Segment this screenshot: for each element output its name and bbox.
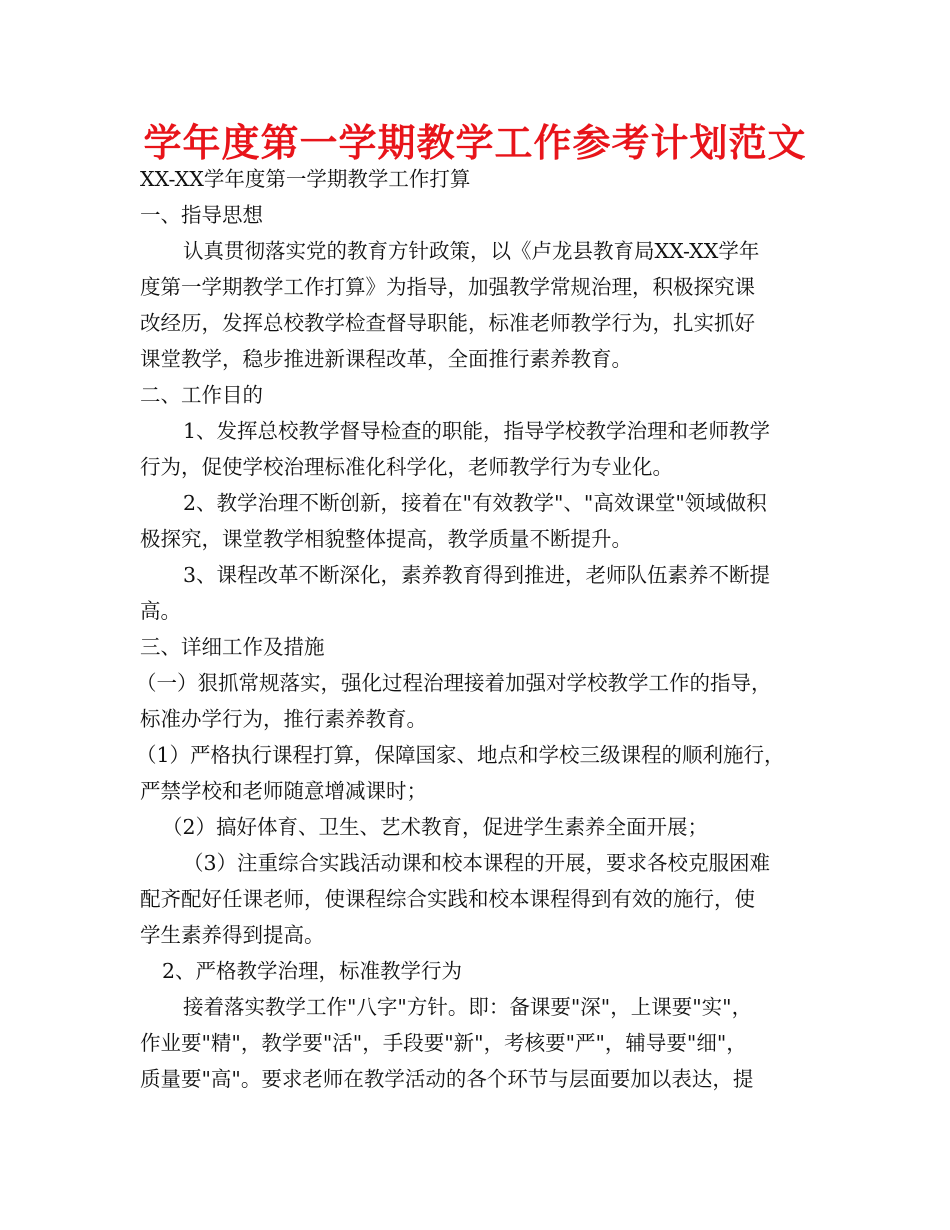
section-heading: 2、严格教学治理，标准教学行为: [162, 959, 463, 983]
document-title: 学年度第一学期教学工作参考计划范文: [143, 121, 807, 165]
paragraph-line: （1）严格执行课程打算，保障国家、地点和学校三级课程的顺利施行，: [136, 743, 785, 767]
paragraph-line: 3、课程改革不断深化，素养教育得到推进，老师队伍素养不断提: [183, 563, 771, 587]
paragraph-line: 接着落实教学工作"八字"方针。即：备课要"深"，上课要"实"，: [183, 995, 753, 1019]
paragraph-line: 1、发挥总校教学督导检查的职能，指导学校教学治理和老师教学: [183, 419, 771, 443]
paragraph-line: 认真贯彻落实党的教育方针政策，以《卢龙县教育局XX-XX学年: [183, 239, 760, 263]
paragraph-line: 行为，促使学校治理标准化科学化，老师教学行为专业化。: [140, 455, 673, 479]
paragraph-line: （一）狠抓常规落实，强化过程治理接着加强对学校教学工作的指导，: [136, 671, 772, 695]
paragraph-line: 配齐配好任课老师，使课程综合实践和校本课程得到有效的施行，使: [140, 887, 755, 911]
paragraph-line: 质量要"高"。要求老师在教学活动的各个环节与层面要加以表达，提: [140, 1067, 754, 1091]
paragraph-line: 标准办学行为，推行素养教育。: [140, 707, 427, 731]
paragraph-line: 度第一学期教学工作打算》为指导，加强教学常规治理，积极探究课: [140, 275, 755, 299]
paragraph-line: 作业要"精"，教学要"活"，手段要"新"，考核要"严"，辅导要"细"，: [140, 1031, 747, 1055]
paragraph-line: 高。: [140, 599, 181, 623]
paragraph-line: 课堂教学，稳步推进新课程改革，全面推行素养教育。: [140, 347, 632, 371]
paragraph-line: （3）注重综合实践活动课和校本课程的开展，要求各校克服困难: [183, 851, 771, 875]
subtitle-line: XX-XX学年度第一学期教学工作打算: [140, 167, 471, 191]
section-heading: 三、详细工作及措施: [140, 635, 325, 659]
paragraph-line: （2）搞好体育、卫生、艺术教育，促进学生素养全面开展；: [162, 815, 709, 839]
paragraph-line: 严禁学校和老师随意增减课时；: [140, 779, 427, 803]
section-heading: 二、工作目的: [140, 383, 263, 407]
paragraph-line: 学生素养得到提高。: [140, 923, 325, 947]
section-heading: 一、指导思想: [140, 203, 263, 227]
paragraph-line: 极探究，课堂教学相貌整体提高，教学质量不断提升。: [140, 527, 632, 551]
paragraph-line: 2、教学治理不断创新，接着在"有效教学"、"高效课堂"领域做积: [183, 491, 767, 515]
paragraph-line: 改经历，发挥总校教学检查督导职能，标准老师教学行为，扎实抓好: [140, 311, 755, 335]
